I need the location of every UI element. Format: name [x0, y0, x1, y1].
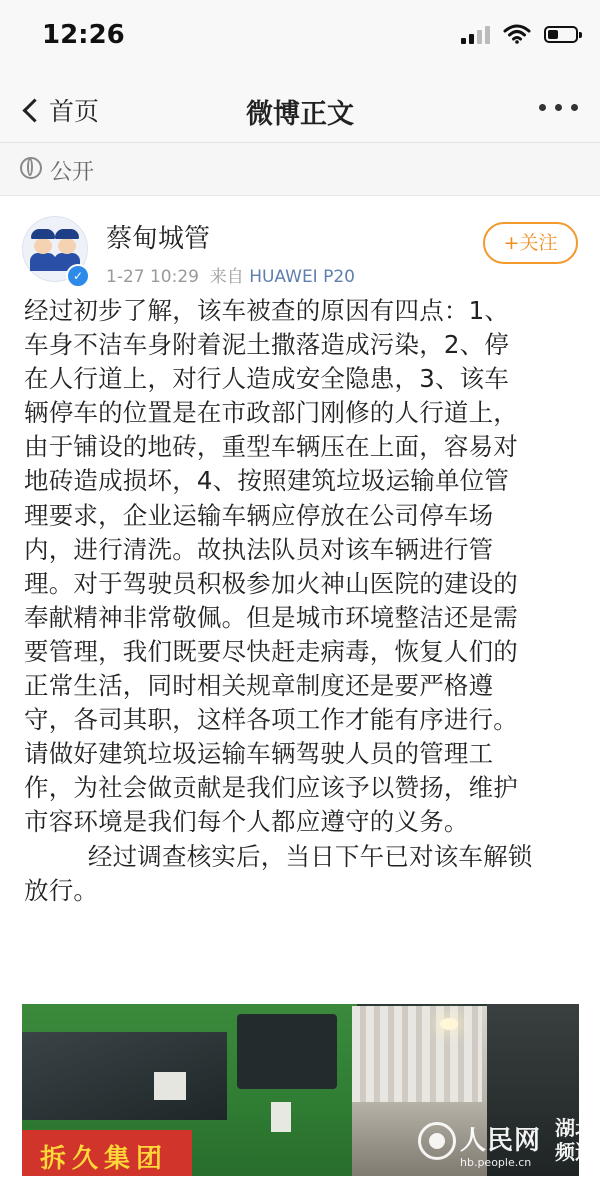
cargo-cover	[352, 1006, 482, 1102]
watermark-region: 湖北频道	[555, 1116, 595, 1164]
red-banner: 拆久集团	[22, 1130, 192, 1176]
notice-paper	[154, 1072, 186, 1100]
battery-icon	[544, 26, 578, 43]
verified-icon: ✓	[66, 264, 90, 288]
signal-icon	[461, 24, 490, 44]
street-light	[440, 1018, 458, 1030]
follow-button[interactable]: +关注	[483, 222, 578, 264]
visibility-bar	[0, 143, 600, 196]
wifi-icon	[504, 24, 530, 44]
watermark-brand: 人民网	[460, 1126, 542, 1156]
police-figure	[53, 229, 81, 269]
status-time: 12:26	[42, 20, 125, 50]
truck-side-window	[237, 1014, 337, 1089]
notice-paper	[271, 1102, 291, 1132]
watermark	[412, 1114, 602, 1174]
people-logo-icon	[418, 1122, 456, 1160]
visibility-label: 公开	[50, 160, 95, 185]
post-body: 经过初步了解，该车被查的原因有四点：1、 车身不洁车身附着泥土撒落造成污染，2、停 在人行道上，对行人造成安全隐患，3、该车 辆停车的位置是在市政部门刚修的人行道上， 由于铺设的地砖，重型车辆压在上面，容易对 地砖造成损坏，4、按照建筑垃圾运输单位管 理要求，企业运输车辆应停放在公司停车场 内，进行清洗。故执法队员对该车辆进行管 理。对于驾驶员积极参加火神山医院的建设的 奉献精神非常敬佩。但是城市环境整洁还是需 要管理，我们既要尽快赶走病毒，恢复人们的 正常生活，同时相关规章制度还是要严格遵 守，各司其职，这样各项工作才能有序进行。 请做好建筑垃圾运输车辆驾驶人员的管理工 作，为社会做贡献是我们应该予以赞扬，维护 市容环境是我们每个人都应遵守的义务。 经过调查核实后，当日下午已对该车解锁 放行。	[24, 296, 533, 905]
status-icons	[461, 24, 578, 44]
author-name[interactable]: 蔡甸城管	[106, 224, 211, 254]
post-device[interactable]: HUAWEI P20	[249, 267, 355, 287]
navigation-bar	[0, 76, 600, 143]
back-button-label: 首页	[49, 97, 100, 126]
watermark-url: hb.people.cn	[460, 1156, 532, 1169]
status-bar	[0, 0, 600, 76]
post-meta	[106, 262, 355, 287]
post-image[interactable]	[22, 1004, 595, 1176]
more-icon[interactable]	[539, 104, 578, 111]
globe-icon	[20, 157, 42, 179]
source-prefix: 来自	[209, 267, 244, 287]
truck-windshield	[22, 1032, 227, 1120]
post-time: 1-27 10:29	[106, 267, 199, 287]
page-title: 微博正文	[246, 99, 354, 130]
